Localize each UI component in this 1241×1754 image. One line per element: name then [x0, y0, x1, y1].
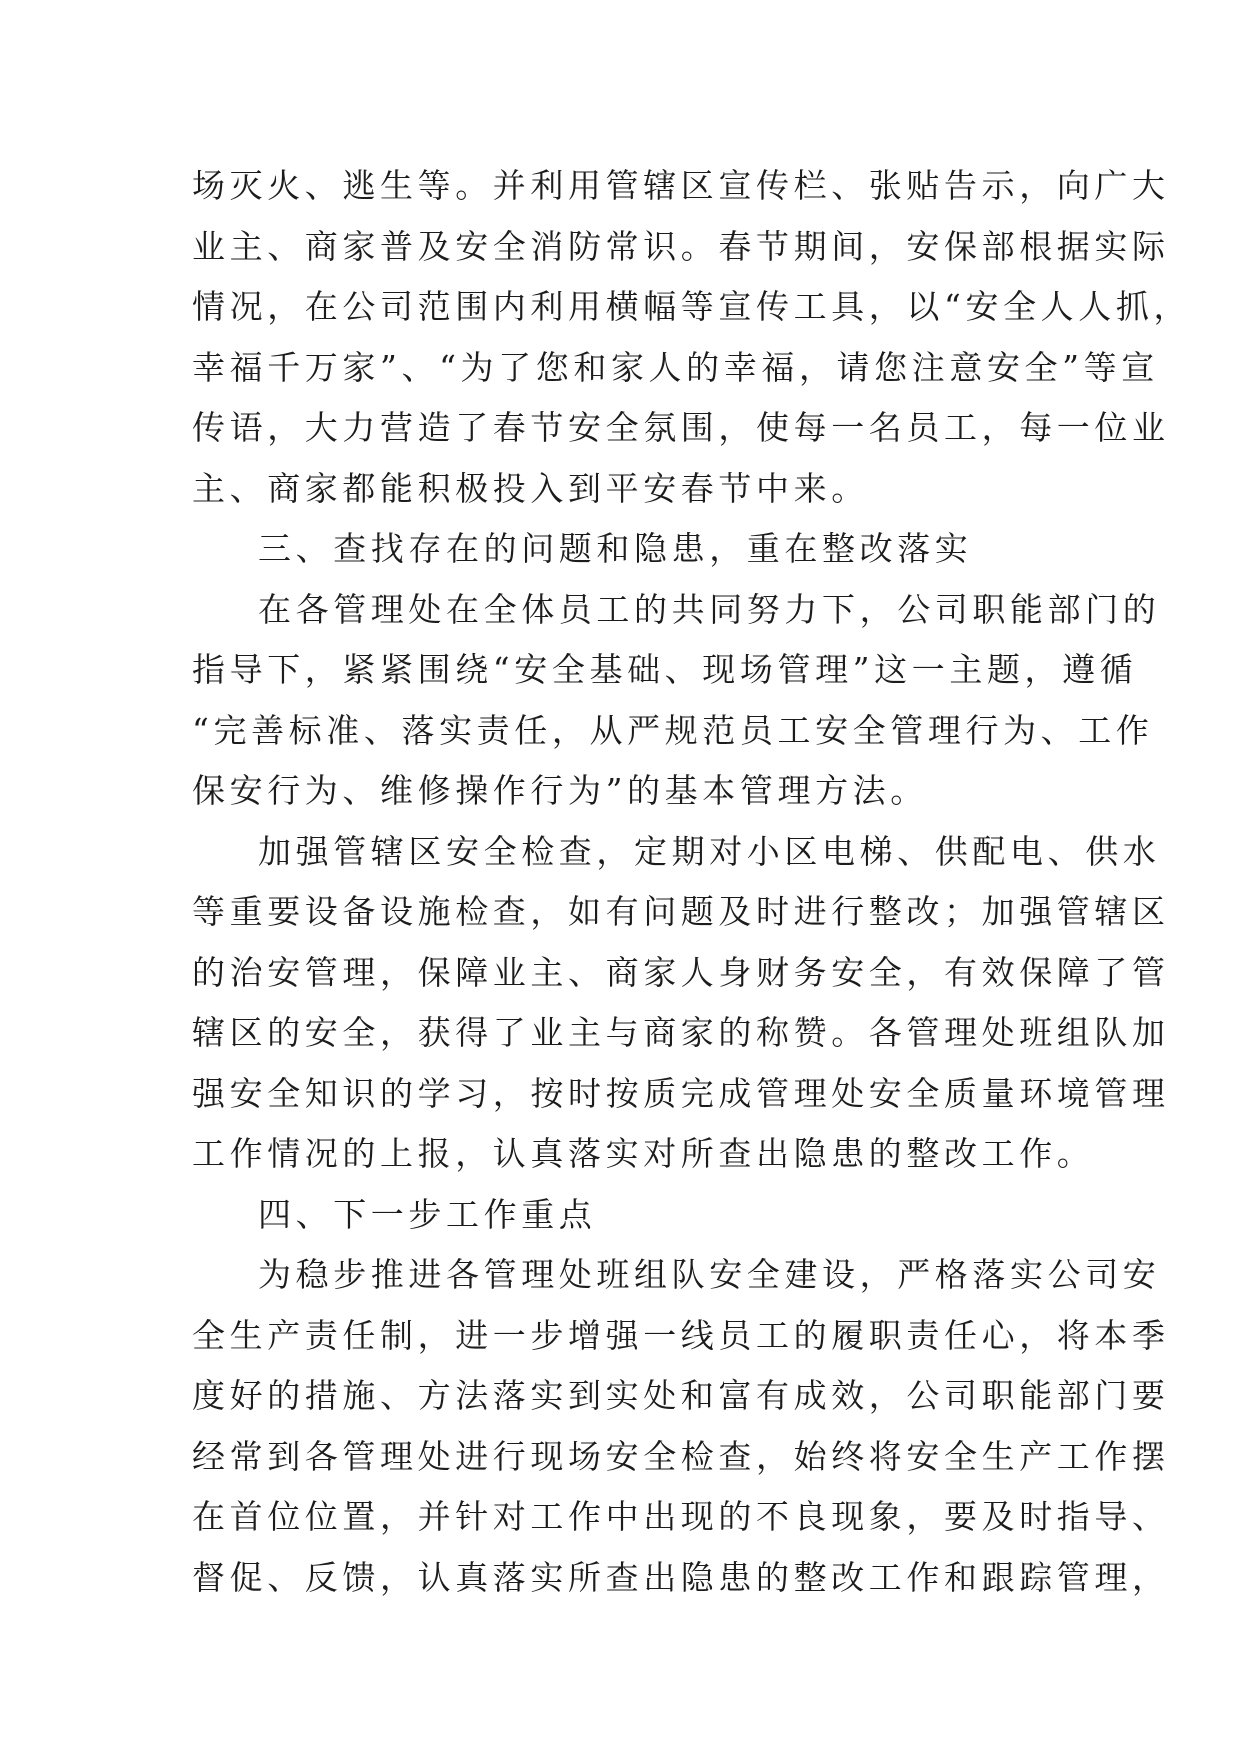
text-line: 主、商家都能积极投入到平安春节中来。 — [192, 468, 869, 508]
text-line: 情况，在公司范围内利用横幅等宣传工具，以“安全人人抓， — [192, 287, 1192, 326]
body-text — [192, 156, 1192, 1608]
text-line: 为稳步推进各管理处班组队安全建设，严格落实公司安 — [258, 1255, 1161, 1294]
text-line: 三、查找存在的问题和隐患，重在整改落实 — [258, 529, 973, 568]
text-line: “完善标准、落实责任，从严规范员工安全管理行为、工作 — [192, 710, 1154, 750]
text-line: 在各管理处在全体员工的共同努力下，公司职能部门的 — [258, 589, 1161, 629]
text-line: 在首位位置，并针对工作中出现的不良现象，要及时指导、 — [192, 1497, 1170, 1536]
text-line: 督促、反馈，认真落实所查出隐患的整改工作和跟踪管理， — [192, 1557, 1170, 1597]
text-line: 业主、商家普及安全消防常识。春节期间，安保部根据实际 — [192, 226, 1170, 266]
text-line: 辖区的安全，获得了业主与商家的称赞。各管理处班组队加 — [192, 1013, 1170, 1052]
text-line: 场灭火、逃生等。并利用管辖区宣传栏、张贴告示，向广大 — [192, 166, 1170, 205]
text-line: 传语，大力营造了春节安全氛围，使每一名员工，每一位业 — [192, 408, 1170, 447]
text-line: 的治安管理，保障业主、商家人身财务安全，有效保障了管 — [192, 952, 1170, 992]
text-line: 度好的措施、方法落实到实处和富有成效，公司职能部门要 — [192, 1376, 1170, 1415]
text-line: 加强管辖区安全检查，定期对小区电梯、供配电、供水 — [258, 831, 1161, 871]
text-line: 幸福千万家”、“为了您和家人的幸福，请您注意安全”等宣 — [192, 347, 1159, 387]
text-line: 保安行为、维修操作行为”的基本管理方法。 — [192, 771, 928, 810]
text-line: 强安全知识的学习，按时按质完成管理处安全质量环境管理 — [192, 1073, 1170, 1113]
text-line: 指导下，紧紧围绕“安全基础、现场管理”这一主题，遵循 — [192, 650, 1138, 689]
text-line: 四、下一步工作重点 — [258, 1194, 597, 1234]
text-line: 等重要设备设施检查，如有问题及时进行整改；加强管辖区 — [192, 892, 1170, 931]
text-line: 全生产责任制，进一步增强一线员工的履职责任心，将本季 — [192, 1315, 1170, 1355]
text-line: 经常到各管理处进行现场安全检查，始终将安全生产工作摆 — [192, 1436, 1170, 1476]
text-line: 工作情况的上报，认真落实对所查出隐患的整改工作。 — [192, 1134, 1095, 1173]
